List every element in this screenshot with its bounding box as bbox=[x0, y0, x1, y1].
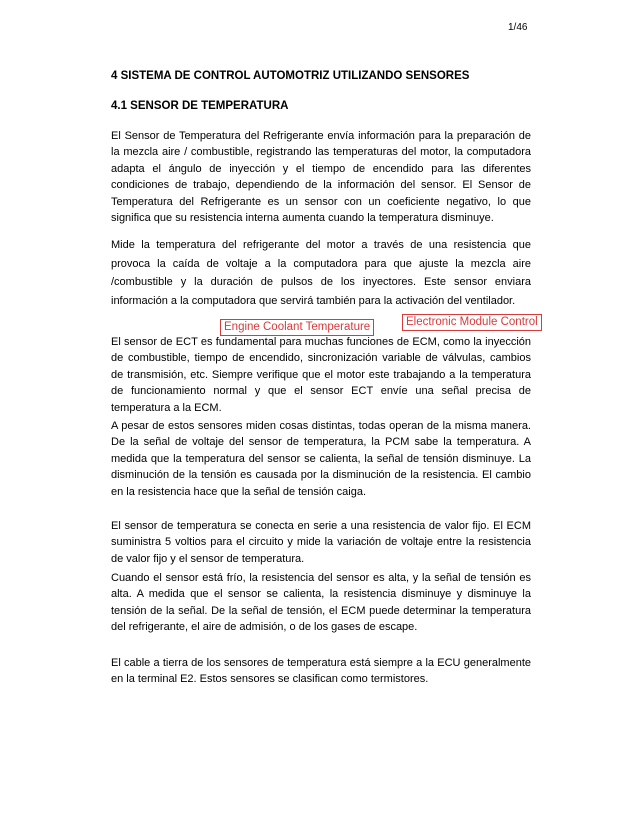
paragraph-2: Mide la temperatura del refrigerante del motor a través de una resistencia que provoca la caída de voltaje a la computadora para que ajuste la mezcla aire /combustible y la duración de pulsos de los inyectores. Este sensor enviara información a la computadora que servirá también para la activación del ventilador. bbox=[111, 239, 531, 307]
paragraph-6: Cuando el sensor está frío, la resistencia del sensor es alta, y la señal de tensión es alta. A medida que el sensor se calienta, la resistencia disminuye y disminuye la tensión de la señal. De la señal de tensión, el ECM puede determinar la temperatura del refrigerante, el aire de admisión, o de los gases de escape. bbox=[111, 572, 531, 634]
paragraph-4: A pesar de estos sensores miden cosas distintas, todas operan de la misma manera. De la señal de voltaje del sensor de temperatura, la PCM sabe la temperatura. A medida que la temperatura del sensor se calienta, la señal de tensión disminuye. La disminución de la tensión es causada por la disminución de la resistencia. El cambio en la resistencia hace que la señal de tensión caiga. bbox=[111, 420, 531, 498]
paragraph-5: El sensor de temperatura se conecta en serie a una resistencia de valor fijo. El ECM suministra 5 voltios para el circuito y mide la variación de voltaje entre la resistencia de valor fijo y el sensor de temperatura. bbox=[111, 520, 531, 565]
paragraph-1: El Sensor de Temperatura del Refrigerante envía información para la preparación de la mezcla aire / combustible, registrando las temperaturas del motor, la computadora adapta el ángulo de inyección y el tiempo de encendido para las diferentes condiciones de trabajo, dependiendo de la información del sensor. El Sensor de Temperatura del Refrigerante es un sensor con un coeficiente negativo, lo que significa que su resistencia interna aumenta cuando la temperatura disminuye. bbox=[111, 130, 531, 225]
page-number: 1/46 bbox=[508, 22, 528, 33]
annotation-engine-coolant-temperature: Engine Coolant Temperature bbox=[220, 319, 374, 336]
sub-heading: 4.1 SENSOR DE TEMPERATURA bbox=[111, 100, 289, 112]
paragraph-7: El cable a tierra de los sensores de temperatura está siempre a la ECU generalmente en la terminal E2. Estos sensores se clasifican como termistores. bbox=[111, 657, 531, 686]
main-heading: 4 SISTEMA DE CONTROL AUTOMOTRIZ UTILIZANDO SENSORES bbox=[111, 70, 470, 82]
annotation-electronic-module-control: Electronic Module Control bbox=[402, 314, 542, 331]
paragraph-3: El sensor de ECT es fundamental para muchas funciones de ECM, como la inyección de combustible, tiempo de encendido, sincronización variable de válvulas, cambios de transmisión, etc. Siempre verifique que el motor este trabajando a la temperatura de funcionamiento normal y que el sensor ECT envíe una señal precisa de temperatura a la ECM. bbox=[111, 336, 531, 414]
